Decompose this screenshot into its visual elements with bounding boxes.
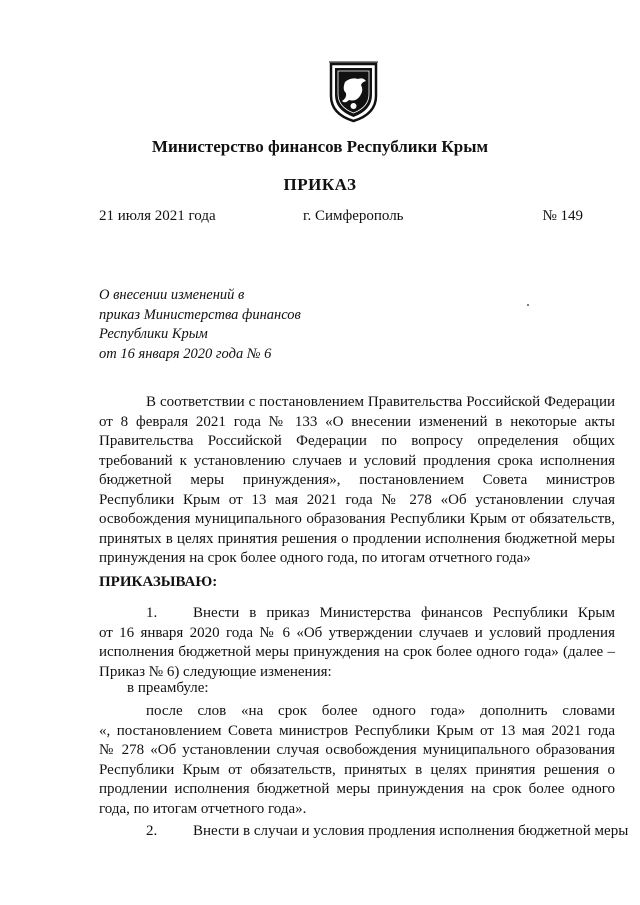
paragraph-line: от 16 января 2020 года № 6 «Об утверждении случаев и условий продления <box>99 624 615 641</box>
item-text: Внести в случаи и условия продления исполнения бюджетной меры <box>193 823 629 839</box>
paragraph-line: исполнения бюджетной меры принуждения на срок более одного года» (далее – <box>99 644 615 660</box>
scan-speck <box>527 304 529 306</box>
paragraph-line: требований к установлению случаев и условий продления срока исполнения <box>99 452 615 469</box>
paragraph-line: Правительства Российской Федерации по вопросу определения общих <box>99 433 615 449</box>
subject-line: приказ Министерства финансов <box>99 306 301 323</box>
document-title: ПРИКАЗ <box>283 175 357 194</box>
directive-heading: ПРИКАЗЫВАЮ: <box>99 574 218 590</box>
order-city: г. Симферополь <box>303 208 404 224</box>
preamble-label: в преамбуле: <box>127 680 209 696</box>
paragraph-line: после слов «на срок более одного года» дополнить словами <box>146 703 615 719</box>
subject-line: Республики Крым <box>99 326 208 342</box>
order-number: № 149 <box>542 208 583 224</box>
crimea-coat-of-arms-icon <box>325 60 382 123</box>
paragraph-line <box>99 822 629 842</box>
paragraph-line: принятых в целях принятия решения о продлении исполнения бюджетной меры <box>99 530 615 547</box>
paragraph-line: принуждения на срок более одного года, по итогам отчетного года» <box>99 550 531 566</box>
order-item-1 <box>99 604 615 682</box>
order-item-2 <box>99 822 629 842</box>
paragraph-line: Республики Крым от обязательств, принятых в целях принятия решения о <box>99 761 615 778</box>
paragraph-line: освобождения муниципального образования Республики Крым от обязательств, <box>99 511 615 527</box>
item-number: 1. <box>146 605 158 621</box>
paragraph-line: Приказ № 6) следующие изменения: <box>99 663 332 680</box>
paragraph-line: Республики Крым от 13 мая 2021 года № 278 «Об установлении случая <box>99 491 615 508</box>
paragraph-line: продлении исполнения бюджетной меры принуждения на срок более одного <box>99 781 615 797</box>
order-date: 21 июля 2021 года <box>99 208 216 224</box>
subject-line: О внесении изменений в <box>99 287 245 303</box>
paragraph-line <box>99 604 615 624</box>
subject-line: от 16 января 2020 года № 6 <box>99 345 272 362</box>
ministry-name: Министерство финансов Республики Крым <box>151 137 489 156</box>
paragraph-line: от 8 февраля 2021 года № 133 «О внесении изменений в некоторые акты <box>99 413 615 430</box>
preamble-paragraph <box>99 393 615 569</box>
item-text: Внести в приказ Министерства финансов Республики Крым <box>193 605 615 621</box>
paragraph-line: № 278 «Об установлении случая освобождения муниципального образования <box>99 742 615 758</box>
item-number: 2. <box>146 823 158 839</box>
paragraph-line: В соответствии с постановлением Правительства Российской Федерации <box>146 394 615 410</box>
paragraph-line: года, по итогам отчетного года». <box>99 800 307 817</box>
paragraph-line: «, постановлением Совета министров Республики Крым от 13 мая 2021 года <box>99 722 615 739</box>
change-paragraph <box>99 702 615 819</box>
paragraph-line: бюджетной меры принуждения», постановлением Совета министров <box>99 472 615 488</box>
order-subject <box>99 286 301 364</box>
